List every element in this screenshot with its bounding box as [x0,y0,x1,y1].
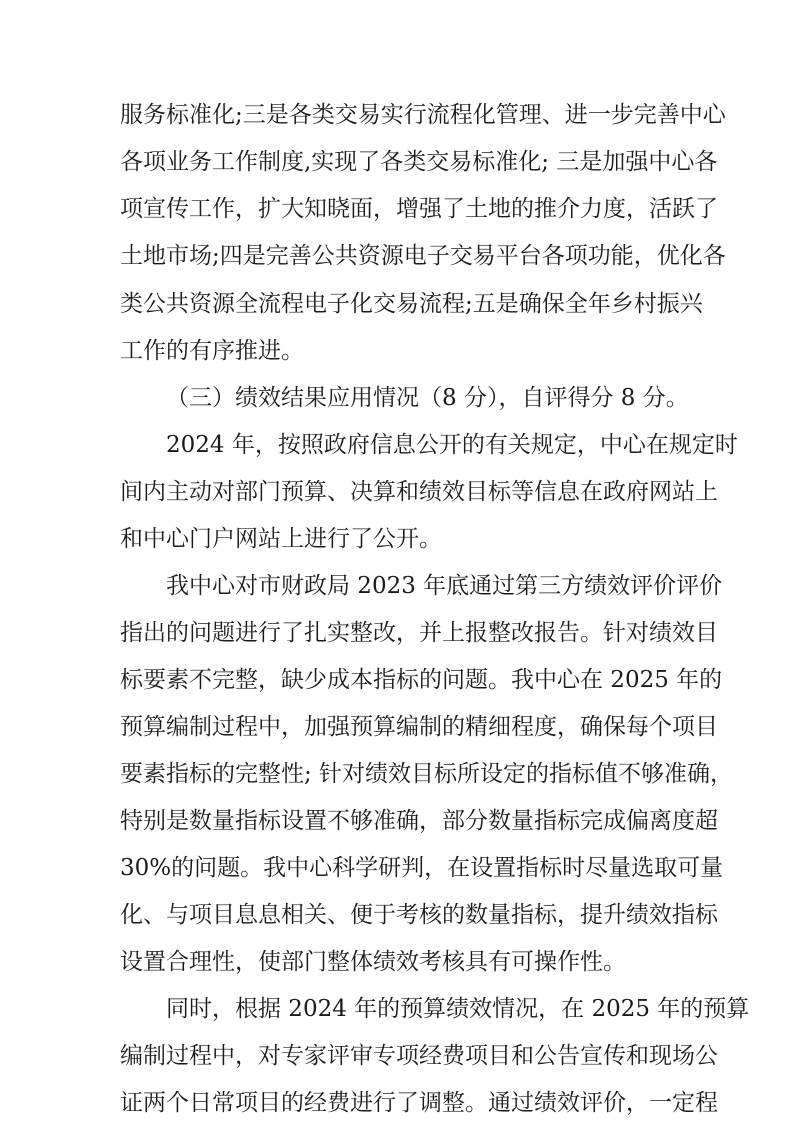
paragraph-line: 项宣传工作，扩大知晓面，增强了土地的推介力度，活跃了 [120,196,718,222]
paragraph-line: 设置合理性，使部门整体绩效考核具有可操作性。 [120,949,626,975]
paragraph-line: 服务标准化;三是各类交易实行流程化管理、进一步完善中心 [120,102,726,128]
paragraph-line: 同时，根据 2024 年的预算绩效情况，在 2025 年的预算 [166,996,750,1022]
paragraph-line: 30%的问题。我中心科学研判，在设置指标时尽量选取可量 [120,855,724,881]
paragraph-line: 2024 年，按照政府信息公开的有关规定，中心在规定时 [166,432,738,458]
paragraph-line: 我中心对市财政局 2023 年底通过第三方绩效评价评价 [166,573,723,599]
paragraph-line: 工作的有序推进。 [120,338,304,364]
paragraph-line: 编制过程中，对专家评审专项经费项目和公告宣传和现场公 [120,1043,718,1069]
paragraph-line: 各项业务工作制度,实现了各类交易标准化; 三是加强中心各 [120,149,718,175]
paragraph-line: 类公共资源全流程电子化交易流程;五是确保全年乡村振兴 [120,291,703,317]
paragraph-line: 预算编制过程中，加强预算编制的精细程度，确保每个项目 [120,714,718,740]
section-heading: （三）绩效结果应用情况（8 分），自评得分 8 分。 [166,385,689,411]
paragraph-line: 标要素不完整，缺少成本指标的问题。我中心在 2025 年的 [120,667,723,693]
paragraph-line: 要素指标的完整性; 针对绩效目标所设定的指标值不够准确， [120,761,734,787]
paragraph-line: 土地市场;四是完善公共资源电子交易平台各项功能，优化各 [120,243,726,269]
paragraph-line: 和中心门户网站上进行了公开。 [120,526,442,552]
paragraph-line: 间内主动对部门预算、决算和绩效目标等信息在政府网站上 [120,479,718,505]
paragraph-line: 特别是数量指标设置不够准确，部分数量指标完成偏离度超 [120,808,718,834]
paragraph-line: 化、与项目息息相关、便于考核的数量指标，提升绩效指标 [120,902,718,928]
paragraph-line: 指出的问题进行了扎实整改，并上报整改报告。针对绩效目 [120,620,718,646]
paragraph-line: 证两个日常项目的经费进行了调整。通过绩效评价，一定程 [120,1090,718,1116]
